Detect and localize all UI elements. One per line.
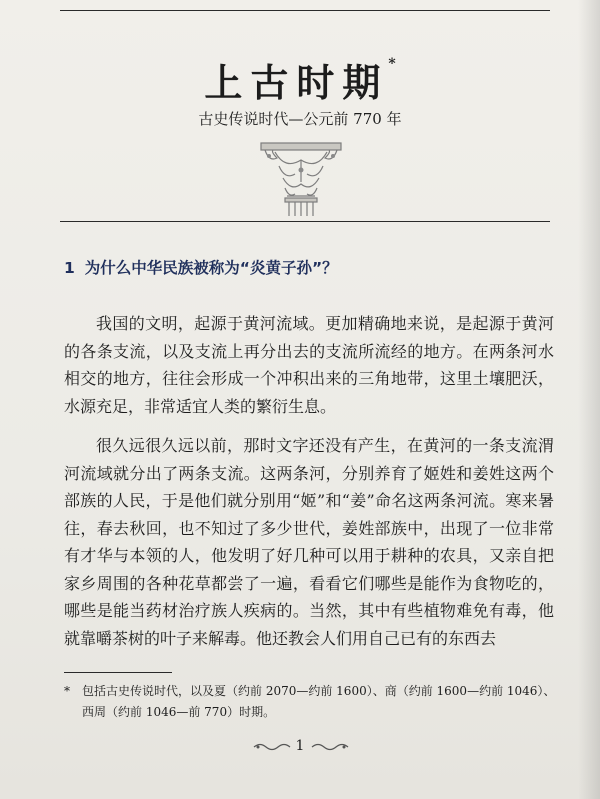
paragraph-1: 我国的文明，起源于黄河流域。更加精确地来说，是起源于黄河的各条支流，以及支流上再分出去的支流所流经的地方。在两条河水相交的地方，往往会形成一个冲积出来的三角地带，这里土壤肥沃，水源充足，非常适宜人类的繁衍生息。 — [64, 314, 554, 416]
chapter-title — [0, 52, 600, 107]
corinthian-capital-icon — [255, 140, 347, 218]
page-edge-shadow — [578, 0, 600, 799]
chapter-title-text: 上古时期 — [204, 60, 389, 105]
footnote-text: 包括古史传说时代，以及夏（约前 2070—约前 1600）、商（约前 1600—约前 1046）、西周（约前 1046—前 770）时期。 — [82, 684, 556, 719]
footnote-mark: * — [64, 684, 70, 698]
chapter-title-mark: * — [388, 56, 396, 72]
header-rule — [60, 10, 550, 11]
paragraph-2: 很久远很久远以前，那时文字还没有产生，在黄河的一条支流渭河流域就分出了两条支流。这两条河，分别养育了姬姓和姜姓这两个部族的人民，于是他们就分别用“姬”和“姜”命名这两条河流。寒来暑往，春去秋回，也不知过了多少世代，姜姓部族中，出现了一位非常有才华与本领的人，他发明了好几种可以用于耕种的农具，又亲自把家乡周围的各种花草都尝了一遍，看看它们哪些是能作为食物吃的，哪些是能当药材治疗族人疾病的。当然，其中有些植物难免有毒，他就靠嚼茶树的叶子来解毒。他还教会人们用自己已有的东西去 — [64, 436, 554, 648]
question-heading — [64, 256, 338, 278]
body-text — [64, 310, 554, 652]
chapter-subtitle: 古史传说时代—公元前 770 年 — [198, 110, 402, 128]
question-text: 为什么中华民族被称为“炎黄子孙”？ — [84, 259, 338, 277]
footnote — [64, 681, 560, 723]
question-number: 1 — [64, 259, 75, 277]
section-rule — [60, 221, 550, 222]
page-number: 1 — [295, 738, 305, 754]
page-number-ornament-right — [310, 742, 350, 752]
footnote-rule — [64, 672, 172, 673]
